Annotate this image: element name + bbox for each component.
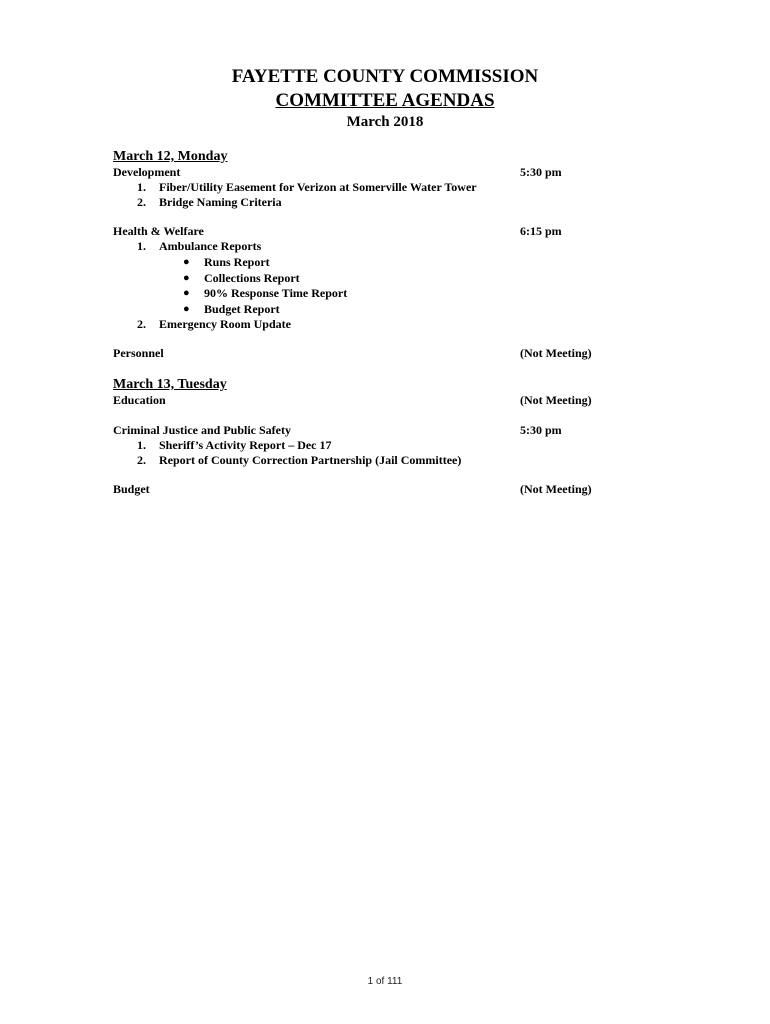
- agenda-item: Bridge Naming Criteria: [159, 195, 282, 209]
- document-subtitle: March 2018: [346, 114, 424, 130]
- sub-item: Collections Report: [204, 271, 300, 285]
- agenda-item: Ambulance Reports: [159, 239, 262, 253]
- committee-name: Budget: [113, 482, 150, 496]
- item-number: 1.: [137, 180, 146, 194]
- item-number: 2.: [137, 317, 146, 331]
- item-number: 1.: [137, 239, 146, 253]
- bullet-dot-icon: ●: [183, 272, 190, 284]
- document-title: FAYETTE COUNTY COMMISSION: [231, 66, 539, 87]
- committee-name: Health & Welfare: [113, 224, 204, 238]
- agenda-item: Fiber/Utility Easement for Verizon at Somerville Water Tower: [159, 180, 477, 194]
- committee-name: Personnel: [113, 346, 164, 360]
- item-number: 1.: [137, 438, 146, 452]
- agenda-item: Sheriff’s Activity Report – Dec 17: [159, 438, 332, 452]
- bullet-dot-icon: ●: [183, 287, 190, 299]
- agenda-item: Report of County Correction Partnership (Jail Committee): [159, 453, 462, 467]
- item-number: 2.: [137, 453, 146, 467]
- committee-time: (Not Meeting): [520, 393, 592, 407]
- sub-item: Runs Report: [204, 255, 270, 269]
- committee-time: (Not Meeting): [520, 482, 592, 496]
- committee-time: 6:15 pm: [520, 224, 562, 238]
- item-number: 2.: [137, 195, 146, 209]
- committee-name: Education: [113, 393, 166, 407]
- committee-time: 5:30 pm: [520, 423, 562, 437]
- day-heading: March 13, Tuesday: [113, 377, 227, 392]
- sub-item: 90% Response Time Report: [204, 286, 348, 300]
- committee-name: Criminal Justice and Public Safety: [113, 423, 292, 437]
- committee-time: 5:30 pm: [520, 165, 562, 179]
- committee-name: Development: [113, 165, 181, 179]
- day-heading: March 12, Monday: [113, 149, 228, 164]
- committee-time: (Not Meeting): [520, 346, 592, 360]
- bullet-dot-icon: ●: [183, 256, 190, 268]
- agenda-item: Emergency Room Update: [159, 317, 291, 331]
- sub-item: Budget Report: [204, 302, 280, 316]
- bullet-dot-icon: ●: [183, 303, 190, 315]
- document-title-agendas: COMMITTEE AGENDAS: [275, 90, 495, 111]
- page-indicator: 1 of 111: [367, 976, 403, 987]
